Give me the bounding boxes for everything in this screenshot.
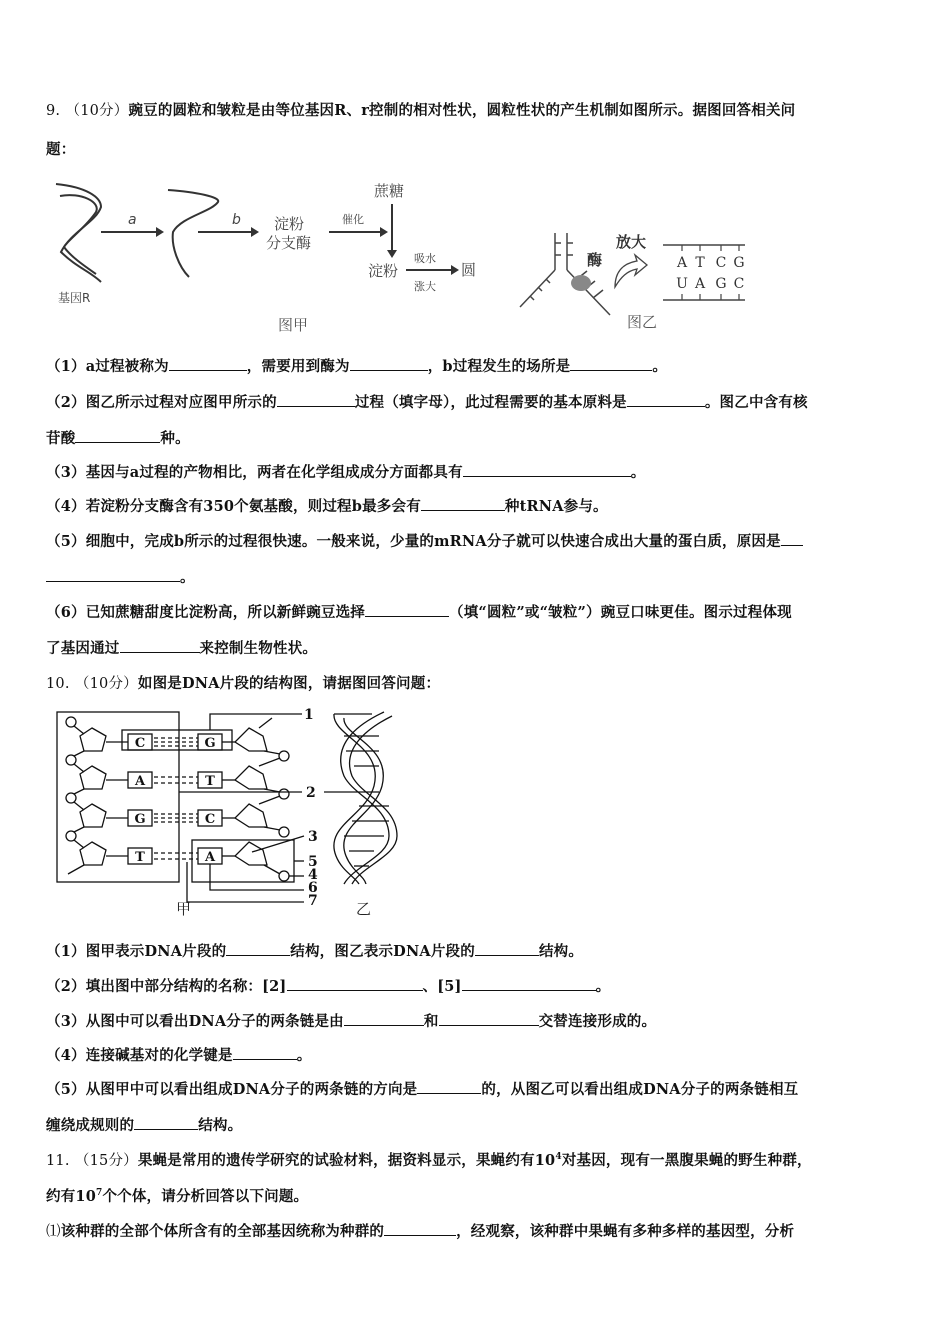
figure-jia (46, 172, 486, 337)
figure-yi (515, 225, 755, 337)
mrna-strand-icon (168, 190, 218, 277)
q10-score: （10分） (74, 676, 138, 692)
text: 结构，图乙表示DNA片段的 (290, 943, 475, 960)
answer-blank[interactable] (475, 941, 539, 956)
arrow-b-label: b (232, 212, 241, 228)
text: （5）从图甲中可以看出组成DNA分子的两条链的方向是 (46, 1081, 418, 1098)
bottom-base: A (694, 276, 706, 292)
text: （3）从图中可以看出DNA分子的两条链是由 (46, 1013, 344, 1030)
sub-marker: ⑴ (46, 1224, 61, 1240)
answer-blank[interactable] (233, 1045, 297, 1060)
q10-stem-text: 如图是DNA片段的结构图，请据图回答问题： (137, 675, 441, 692)
answer-blank[interactable] (627, 392, 705, 407)
q11-score: （15分） (74, 1153, 138, 1169)
text: （6）已知蔗糖甜度比淀粉高，所以新鲜豌豆选择 (46, 604, 365, 621)
base-letter: G (134, 812, 146, 827)
text: （5）细胞中，完成b所示的过程很快速。一般来说，少量的mRNA分子就可以快速合成出大量的蛋白质，原因是 (46, 533, 781, 550)
q10-sub3 (46, 1011, 656, 1032)
arrow-a-label: a (128, 212, 137, 228)
text: 约有10 (46, 1188, 96, 1205)
answer-blank[interactable] (781, 531, 803, 546)
right-sugar-icons (235, 728, 267, 865)
starch-label: 淀粉 (368, 262, 399, 280)
arrow-a-icon (156, 227, 164, 237)
label-3: 3 (308, 829, 318, 845)
left-sugar-icons (80, 728, 106, 865)
base-letter: G (204, 736, 216, 751)
q9-stem-line2 (46, 140, 75, 160)
exponent: 7 (95, 1188, 103, 1199)
base-letter: T (135, 850, 145, 865)
label-2: 2 (306, 785, 316, 801)
text: 和 (423, 1013, 439, 1030)
q9-stem-text: 豌豆的圆粒和皱粒是由等位基因R、r控制的相对性状，圆粒性状的产生机制如图所示。据图回答相关问 (128, 102, 796, 119)
q9-sub3 (46, 462, 646, 483)
base-letter: C (204, 812, 216, 827)
label-6: 6 (308, 880, 318, 896)
swell-label: 涨大 (414, 280, 436, 293)
top-base: G (733, 255, 745, 271)
q10-sub5-cont (46, 1115, 242, 1136)
q9-score: （10分） (65, 103, 129, 119)
caption-yi: 乙 (356, 900, 372, 918)
label-1: 1 (304, 707, 314, 723)
q10-sub4 (46, 1045, 311, 1066)
left-phosphate-icons (66, 717, 76, 841)
bottom-base: C (733, 276, 745, 292)
q11-number: 11. (46, 1153, 70, 1169)
swell-arrow-icon (451, 265, 459, 275)
base-letter: C (134, 736, 146, 751)
text: 该种群的全部个体所含有的全部基因统称为种群的 (60, 1223, 385, 1240)
text: ，b过程发生的场所是 (427, 358, 571, 375)
text: 。图乙中含有核 (704, 394, 808, 411)
text: 交替连接形成的。 (538, 1013, 657, 1030)
base-letter: A (204, 850, 216, 865)
text: （4）若淀粉分支酶含有350个氨基酸，则过程b最多会有 (46, 498, 421, 515)
top-base: C (715, 255, 727, 271)
q10-sub1 (46, 941, 583, 962)
text: （2）填出图中部分结构的名称：[2] (46, 978, 287, 995)
q11-stem-line1 (46, 1151, 812, 1171)
figure-dna (54, 706, 414, 918)
top-base: A (676, 255, 688, 271)
text: 种tRNA参与。 (504, 498, 608, 515)
gene-r-label: 基因R (58, 291, 91, 305)
answer-blank[interactable] (365, 602, 449, 617)
right-phosphate-icons (279, 751, 289, 881)
text: 了基因通过 (46, 640, 120, 657)
catalyze-arrow-icon (380, 227, 388, 237)
q9-number: 9. (46, 103, 61, 119)
answer-blank[interactable] (417, 1079, 481, 1094)
text: 。 (180, 569, 195, 586)
dna-transcription-icon (520, 233, 610, 315)
q9-sub6-cont (46, 638, 317, 659)
enzyme-label: 酶 (587, 251, 603, 269)
text: （1）图甲表示DNA片段的 (46, 943, 227, 960)
q9-stem-text-2: 题： (46, 141, 76, 158)
exponent: 4 (555, 1152, 562, 1163)
q9-stem-line1 (46, 101, 795, 121)
text: （4）连接碱基对的化学键是 (46, 1047, 233, 1064)
text: 的，从图乙可以看出组成DNA分子的两条链相互 (481, 1081, 799, 1098)
q9-sub2 (46, 392, 808, 413)
arrow-b-icon (251, 227, 259, 237)
q11-sub1 (46, 1221, 794, 1242)
q9-sub2-cont (46, 428, 190, 449)
q11-stem-line2 (46, 1187, 308, 1207)
q10-sub5 (46, 1079, 798, 1100)
enzyme-blob-icon (571, 275, 591, 291)
bottom-base: G (715, 276, 727, 292)
q10-stem (46, 674, 440, 694)
answer-blank[interactable] (463, 462, 631, 477)
q9-sub5 (46, 531, 803, 552)
q9-sub6 (46, 602, 792, 623)
answer-blank[interactable] (169, 356, 247, 371)
text: 。 (595, 978, 611, 995)
text: 。 (652, 358, 668, 375)
magnify-arrow-icon (615, 255, 647, 287)
text: 缠绕成规则的 (46, 1117, 135, 1134)
answer-blank[interactable] (287, 976, 423, 991)
answer-blank[interactable] (570, 356, 652, 371)
absorb-water-label: 吸水 (414, 252, 436, 265)
answer-blank[interactable] (75, 428, 160, 443)
answer-blank[interactable] (277, 392, 355, 407)
text: 过程（填字母），此过程需要的基本原料是 (354, 394, 627, 411)
answer-blank[interactable] (462, 976, 596, 991)
q9-sub4 (46, 496, 608, 517)
label-5: 5 (308, 854, 318, 870)
text: 来控制生物性状。 (199, 640, 318, 657)
text: 、[5] (422, 978, 462, 995)
text: （1）a过程被称为 (46, 358, 169, 375)
text: 个个体，请分析回答以下问题。 (102, 1188, 309, 1205)
text: 。 (296, 1047, 312, 1064)
text: 果蝇是常用的遗传学研究的试验材料，据资料显示，果蝇约有10 (137, 1152, 556, 1169)
q9-sub1 (46, 356, 667, 377)
label-7: 7 (308, 893, 318, 909)
top-base: T (695, 255, 705, 271)
text: 苷酸 (46, 430, 76, 447)
enzyme-line2: 分支酶 (266, 234, 312, 252)
text: （2）图乙所示过程对应图甲所示的 (46, 394, 277, 411)
answer-blank[interactable] (46, 567, 180, 582)
q10-sub2 (46, 976, 610, 997)
text: 种。 (160, 430, 190, 447)
text: 。 (630, 464, 646, 481)
sucrose-label: 蔗糖 (374, 182, 405, 200)
double-helix-icon (334, 712, 397, 884)
gene-double-strand-icon (56, 184, 101, 282)
answer-blank[interactable] (226, 941, 290, 956)
bottom-base: U (676, 276, 688, 292)
enzyme-line1: 淀粉 (274, 215, 305, 233)
round-label: 圆 (461, 261, 477, 279)
answer-blank[interactable] (384, 1221, 456, 1236)
figure-jia-caption: 图甲 (278, 316, 309, 334)
answer-blank[interactable] (350, 356, 428, 371)
label-4: 4 (308, 867, 318, 883)
catalyze-label: 催化 (342, 213, 364, 226)
text: （3）基因与a过程的产物相比，两者在化学组成成分方面都具有 (46, 464, 463, 481)
answer-blank[interactable] (120, 638, 200, 653)
magnify-label: 放大 (616, 233, 647, 251)
base-letter: A (134, 774, 146, 789)
q10-number: 10. (46, 676, 70, 692)
answer-blank[interactable] (344, 1011, 424, 1026)
text: 对基因，现有一黑腹果蝇的野生种群， (561, 1152, 812, 1169)
base-letter: T (205, 774, 215, 789)
text: ，经观察，该种群中果蝇有多种多样的基因型，分析 (456, 1223, 795, 1240)
q9-sub5-cont (46, 567, 195, 588)
figure-yi-caption: 图乙 (627, 313, 658, 331)
text: （填“圆粒”或“皱粒”）豌豆口味更佳。图示过程体现 (449, 604, 792, 621)
answer-blank[interactable] (439, 1011, 539, 1026)
text: 结构。 (198, 1117, 243, 1134)
down-arrow-icon (387, 250, 397, 258)
caption-jia: 甲 (176, 900, 192, 918)
text: ，需要用到酶为 (246, 358, 350, 375)
answer-blank[interactable] (134, 1115, 198, 1130)
answer-blank[interactable] (421, 496, 505, 511)
text: 结构。 (538, 943, 584, 960)
